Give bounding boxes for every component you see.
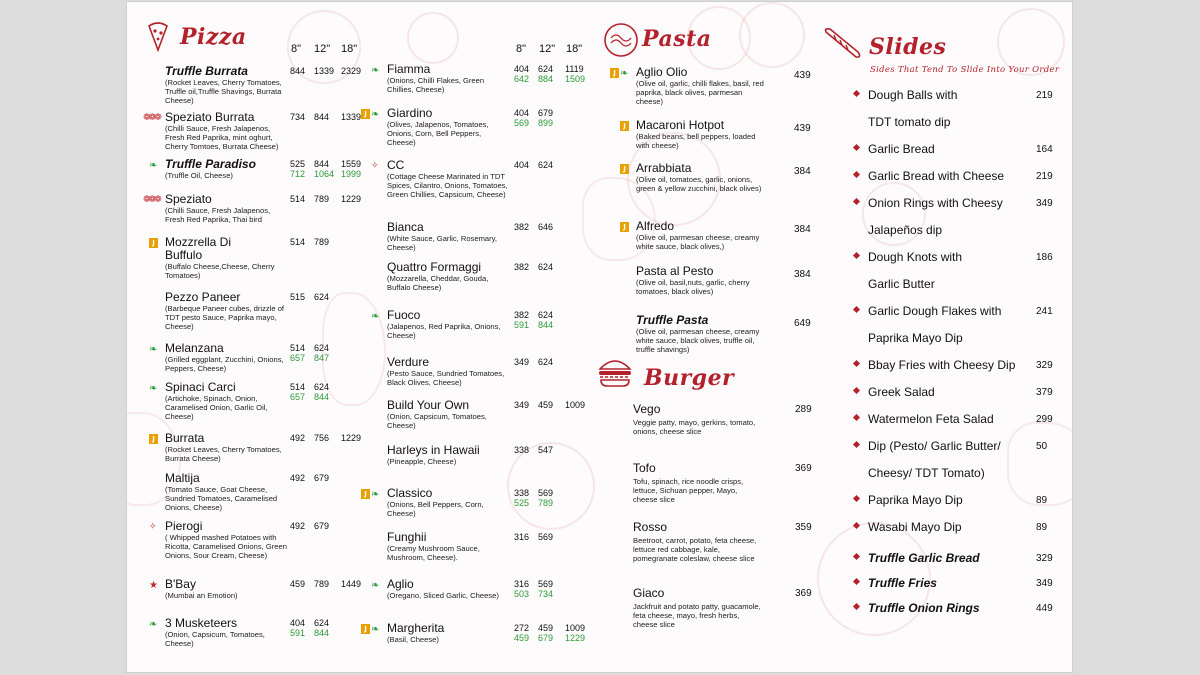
price-8: 514: [290, 343, 306, 353]
pizza-item-name: B'Bay: [165, 577, 196, 591]
pizza-item-description: (Mozzarella, Cheddar, Gouda, Buffalo Cheese): [387, 274, 489, 293]
price-18: 2329: [341, 66, 362, 76]
alt-price-12: 844: [314, 628, 330, 638]
pizza-item: [387, 356, 627, 387]
pizza-item-name: Pierogi: [165, 519, 203, 533]
price-12: 569: [538, 532, 554, 542]
price-12: 789: [314, 579, 330, 589]
price-8: 382: [514, 262, 530, 272]
pizza-item: [149, 380, 405, 422]
slides-item-price: 329: [1036, 360, 1053, 371]
pizza-item: [387, 444, 627, 466]
pasta-item-price: 384: [794, 269, 811, 280]
pizza-item-name: Margherita: [387, 621, 445, 635]
menu-page: [127, 2, 1072, 672]
alt-price-18: 1999: [341, 169, 362, 179]
slides-item-name-cont: Cheesy/ TDT Tomato): [868, 466, 985, 480]
price-8: 404: [514, 160, 530, 170]
veg-leaf-icon: ❧: [620, 68, 629, 79]
pizza-item-name: Mozzrella Di Buffulo: [165, 235, 232, 262]
slides-item-name: Paprika Mayo Dip: [868, 493, 963, 507]
price-8: 349: [514, 357, 530, 367]
pizza-item-description: (Onions, Bell Peppers, Corn, Cheese): [387, 500, 484, 519]
price-8: 404: [290, 618, 306, 628]
veg-leaf-icon: ❧: [149, 619, 158, 630]
slides-item-name: Truffle Onion Rings: [868, 601, 980, 615]
alt-price-12: 734: [538, 589, 554, 599]
pizza-item-description: (Oregano, Sliced Garlic, Cheese): [387, 591, 499, 600]
price-12: 547: [538, 445, 554, 455]
slides-item-name: Bbay Fries with Cheesy Dip: [868, 358, 1016, 372]
price-12: 624: [538, 160, 554, 170]
pizza-item-description: (Chilli Sauce, Fresh Jalapenos, Fresh Red Paprika, mint oghurt, Cherry Tomtoes, Burrata Cheese): [165, 124, 279, 152]
slides-item-name: Garlic Bread with Cheese: [868, 169, 1005, 183]
price-12: 459: [538, 400, 554, 410]
slides-item-price: 186: [1036, 252, 1053, 263]
size-12: 12": [539, 43, 556, 55]
slides-item-price: 329: [1036, 553, 1053, 564]
price-8: 404: [514, 64, 530, 74]
chilli-icon: ❁❁❁: [143, 195, 160, 205]
veg-leaf-icon: ❧: [149, 383, 158, 394]
pizza-item: [371, 308, 627, 341]
pasta-item: [623, 161, 876, 194]
diamond-bullet-icon: [853, 198, 860, 205]
burger-item-name: Tofo: [633, 461, 656, 475]
slides-item: [868, 88, 957, 129]
slides-item: [868, 169, 1004, 183]
pasta-item-name: Aglio Olio: [636, 65, 688, 79]
price-18: 1559: [341, 159, 362, 169]
alt-price-8: 569: [514, 118, 530, 128]
alt-price-12: 844: [314, 392, 330, 402]
pasta-item-description: (Olive oil, parmesan cheese, creamy white sauce, black olives, truffle oil, truffle shavings): [636, 327, 760, 355]
price-12: 459: [538, 623, 554, 633]
alt-price-12: 1064: [314, 169, 335, 179]
slides-item-name-cont: TDT tomato dip: [868, 115, 951, 129]
pasta-bowl-icon: [603, 22, 639, 58]
price-12: 569: [538, 579, 554, 589]
slides-item-name: Dip (Pesto/ Garlic Butter/: [868, 439, 1001, 453]
diamond-bullet-icon: [853, 387, 860, 394]
pizza-item-name: Harleys in Hawaii: [387, 443, 480, 457]
pizza-item-name: Spinaci Carci: [165, 380, 236, 394]
pizza-item-name: Pezzo Paneer: [165, 290, 241, 304]
pasta-item-price: 384: [794, 224, 811, 235]
pizza-item-description: (White Sauce, Garlic, Rosemary, Cheese): [387, 234, 497, 253]
pizza-item-description: (Grilled eggplant, Zucchini, Onions, Peppers, Cheese): [165, 355, 284, 374]
pizza-item-name: Quattro Formaggi: [387, 260, 482, 274]
pasta-item: [613, 65, 876, 107]
pizza-item: [149, 577, 405, 600]
alt-price-8: 525: [514, 498, 530, 508]
slides-item-price: 89: [1036, 495, 1048, 506]
price-8: 316: [514, 532, 530, 542]
slides-item-price: 299: [1036, 414, 1053, 425]
slides-item-price: 449: [1036, 603, 1053, 614]
slides-item-price: 89: [1036, 522, 1048, 533]
slides-item-price: 349: [1036, 198, 1053, 209]
burger-item: [633, 587, 873, 630]
pasta-item: [623, 219, 876, 252]
price-18: 1339: [341, 112, 362, 122]
slides-item: [868, 520, 962, 534]
pizza-item: [149, 157, 405, 180]
burger-item-price: 289: [795, 404, 812, 415]
alt-price-12: 899: [538, 118, 554, 128]
pasta-item-name: Macaroni Hotpot: [636, 118, 725, 132]
price-18: 1449: [341, 579, 362, 589]
burger-item-description: Tofu, spinach, rice noodle crisps, lettuce, Sichuan pepper, Mayo, cheese slice: [633, 477, 744, 505]
pasta-item-name: Pasta al Pesto: [636, 264, 714, 278]
price-12: 624: [538, 357, 554, 367]
pizza-item-name: Funghii: [387, 530, 427, 544]
pizza-item-name: Bianca: [387, 220, 424, 234]
slides-item: [868, 196, 1003, 237]
alt-price-8: 642: [514, 74, 530, 84]
slides-item-price: 219: [1036, 90, 1053, 101]
pizza-item-description: (Rocket Leaves, Cherry Tomatoes, Burrata Cheese): [165, 445, 282, 464]
burger-item-price: 359: [795, 522, 812, 533]
price-8: 316: [514, 579, 530, 589]
slides-item-name: Garlic Dough Flakes with: [868, 304, 1002, 318]
pizza-item-description: ( Whipped mashed Potatoes with Ricotta, Caramelised Onions, Green Onions, Sour Cream, Cheese): [165, 533, 287, 561]
pasta-title: Pasta: [642, 26, 712, 52]
slides-item-name: Garlic Bread: [868, 142, 935, 156]
pizza-slice-icon: [147, 22, 169, 52]
price-12: 569: [538, 488, 554, 498]
veg-leaf-icon: ❧: [371, 580, 380, 591]
jain-badge-icon: J: [361, 109, 370, 119]
price-12: 789: [314, 194, 330, 204]
slides-item-name-cont: Garlic Butter: [868, 277, 935, 291]
diamond-bullet-icon: [853, 360, 860, 367]
veg-leaf-icon: ❧: [149, 344, 158, 355]
pizza-item-name: 3 Musketeers: [165, 616, 238, 630]
veg-leaf-icon: ❧: [371, 311, 380, 322]
pizza-item: [165, 65, 405, 106]
slides-item-name: Dough Knots with: [868, 250, 963, 264]
pasta-item-price: 439: [794, 70, 811, 81]
slides-item-price: 219: [1036, 171, 1053, 182]
slides-item-price: 50: [1036, 441, 1048, 452]
pizza-item-name: Fuoco: [387, 308, 421, 322]
price-8: 459: [290, 579, 306, 589]
burger-item-description: Jackfruit and potato patty, guacamole, feta cheese, mayo, fresh herbs, cheese slice: [633, 602, 761, 630]
veg-leaf-icon: ❧: [371, 65, 380, 76]
price-8: 515: [290, 292, 306, 302]
price-12: 646: [538, 222, 554, 232]
chilli-icon: ❁❁❁: [143, 113, 160, 123]
slides-item: [868, 142, 935, 156]
price-8: 492: [290, 433, 306, 443]
slides-item-name-cont: Jalapeños dip: [868, 223, 943, 237]
burger-item: [633, 462, 873, 505]
pizza-item-description: (Pineapple, Cheese): [387, 457, 457, 466]
pizza-item-name: CC: [387, 158, 405, 172]
price-12: 756: [314, 433, 330, 443]
alt-price-8: 712: [290, 169, 306, 179]
baguette-icon: [822, 26, 862, 60]
pizza-item-description: (Creamy Mushroom Sauce, Mushroom, Cheese).: [387, 544, 480, 563]
pizza-item: [165, 291, 405, 332]
price-12: 844: [314, 159, 330, 169]
price-8: 844: [290, 66, 306, 76]
price-8: 338: [514, 488, 530, 498]
price-12: 624: [538, 64, 554, 74]
jain-badge-icon: J: [620, 164, 629, 174]
size-18: 18": [341, 43, 358, 55]
star-icon: ★: [149, 580, 158, 591]
slides-item-name: Truffle Garlic Bread: [868, 551, 980, 565]
alt-price-12: 847: [314, 353, 330, 363]
burger-item-description: Veggie patty, mayo, gerkins, tomato, onions, cheese slice: [633, 418, 756, 437]
diamond-bullet-icon: [853, 441, 860, 448]
alt-price-8: 657: [290, 353, 306, 363]
pizza-item-name: Fiamma: [387, 62, 431, 76]
pizza-item: [387, 221, 627, 252]
pasta-item-name: Truffle Pasta: [636, 313, 709, 327]
pizza-item: [149, 519, 405, 561]
pizza-item-description: (Tomato Sauce, Goat Cheese, Sundried Tomatoes, Caramelised Onions, Cheese): [165, 485, 278, 513]
pizza-item: [364, 486, 627, 519]
pasta-item: [636, 314, 876, 355]
pizza-item-description: (Cottage Cheese Marinated in TDT Spices, Cilantro, Onions, Tomatoes, Green Chillies, Capsicum, Cheese): [387, 172, 508, 200]
jain-badge-icon: J: [149, 238, 158, 248]
slides-item-name: Wasabi Mayo Dip: [868, 520, 962, 534]
pizza-item-name: Aglio: [387, 577, 414, 591]
veg-leaf-icon: ❧: [371, 624, 380, 635]
pizza-item-description: (Olives, Jalapenos, Tomatoes, Onions, Corn, Bell Peppers, Cheese): [387, 120, 489, 148]
pizza-item-name: Verdure: [387, 355, 430, 369]
pizza-title: Pizza: [180, 24, 247, 50]
pizza-item-description: (Onions, Chilli Flakes, Green Chillies, Cheese): [387, 76, 485, 95]
burger-item: [633, 521, 873, 564]
burger-item-name: Vego: [633, 402, 661, 416]
burger-title: Burger: [644, 365, 735, 391]
pizza-item-name: Build Your Own: [387, 398, 470, 412]
price-18: 1009: [565, 623, 586, 633]
alt-price-12: 679: [538, 633, 554, 643]
price-12: 679: [314, 473, 330, 483]
pasta-item-price: 649: [794, 318, 811, 329]
pizza-item-name: Speziato: [165, 192, 212, 206]
slides-item-price: 164: [1036, 144, 1053, 155]
pizza-item-description: (Buffalo Cheese,Cheese, Cherry Tomatoes): [165, 262, 275, 281]
price-12: 624: [538, 262, 554, 272]
burger-item-price: 369: [795, 588, 812, 599]
slides-item: [868, 250, 962, 291]
slides-item-name: Watermelon Feta Salad: [868, 412, 994, 426]
alt-price-12: 844: [538, 320, 554, 330]
price-12: 679: [314, 521, 330, 531]
pizza-item: [152, 431, 405, 464]
alt-price-8: 657: [290, 392, 306, 402]
slides-item: [868, 358, 1015, 372]
price-8: 492: [290, 473, 306, 483]
food-icon: ✧: [371, 161, 379, 171]
slides-item-name: Truffle Fries: [868, 576, 937, 590]
burger-item-price: 369: [795, 463, 812, 474]
pasta-item-name: Alfredo: [636, 219, 675, 233]
pizza-item: [387, 531, 627, 562]
jain-badge-icon: J: [620, 121, 629, 131]
slides-item: [868, 493, 963, 507]
diamond-bullet-icon: [853, 306, 860, 313]
price-12: 844: [314, 112, 330, 122]
slides-item-name: Onion Rings with Cheesy: [868, 196, 1003, 210]
slides-item: [868, 439, 1001, 480]
pizza-item: [152, 235, 405, 281]
pasta-item-price: 384: [794, 166, 811, 177]
veg-leaf-icon: ❧: [371, 109, 380, 120]
price-12: 1339: [314, 66, 335, 76]
pizza-item-description: (Jalapenos, Red Paprika, Onions, Cheese): [387, 322, 501, 341]
pasta-item-name: Arrabbiata: [636, 161, 692, 175]
alt-price-18: 1509: [565, 74, 586, 84]
pizza-item: [371, 62, 627, 95]
slides-item: [868, 385, 935, 399]
pizza-item-description: (Truffle Oil, Cheese): [165, 171, 233, 180]
pizza-item-name: Giardino: [387, 106, 433, 120]
size-8: 8": [291, 43, 302, 55]
pizza-item-description: (Rocket Leaves, Cherry Tomatoes, Truffle oil,Truffle Shavings, Burrata Cheese): [165, 78, 282, 106]
price-12: 679: [538, 108, 554, 118]
size-12: 12": [314, 43, 331, 55]
burger-icon: [597, 355, 633, 389]
veg-leaf-icon: ❧: [371, 489, 380, 500]
price-18: 1009: [565, 400, 586, 410]
pasta-item-price: 439: [794, 123, 811, 134]
veg-leaf-icon: ❧: [149, 160, 158, 171]
jain-badge-icon: J: [610, 68, 619, 78]
food-icon: ✧: [149, 522, 157, 532]
price-18: 1229: [341, 433, 362, 443]
pizza-item-description: (Chilli Sauce, Fresh Jalapenos, Fresh Red Paprika, Thai bird: [165, 206, 271, 225]
price-8: 272: [514, 623, 530, 633]
slides-item: [868, 304, 1001, 345]
slides-item: [868, 601, 980, 615]
pasta-item: [636, 265, 876, 296]
burger-item-name: Rosso: [633, 520, 668, 534]
pizza-item: [387, 399, 627, 430]
pasta-item: [623, 118, 876, 151]
slides-item-price: 379: [1036, 387, 1053, 398]
alt-price-8: 591: [290, 628, 306, 638]
price-8: 514: [290, 237, 306, 247]
alt-price-12: 789: [538, 498, 554, 508]
price-8: 492: [290, 521, 306, 531]
price-8: 338: [514, 445, 530, 455]
pizza-item-name: Classico: [387, 486, 433, 500]
jain-badge-icon: J: [149, 434, 158, 444]
size-18: 18": [566, 43, 583, 55]
pizza-item: [364, 106, 627, 148]
alt-price-8: 591: [514, 320, 530, 330]
burger-item-name: Giaco: [633, 586, 665, 600]
slides-item-price: 241: [1036, 306, 1053, 317]
pizza-item-description: (Onion, Capsicum, Tomatoes, Cheese): [387, 412, 487, 431]
pasta-item-description: (Baked beans, bell peppers, loaded with cheese): [636, 132, 756, 151]
slides-item: [868, 576, 937, 590]
pizza-item: [371, 577, 627, 600]
alt-price-12: 884: [538, 74, 554, 84]
alt-price-8: 459: [514, 633, 530, 643]
pizza-item-description: (Mumbai an Emotion): [165, 591, 238, 600]
price-18: 1119: [565, 64, 584, 74]
size-8: 8": [516, 43, 527, 55]
pizza-item: [371, 158, 627, 200]
price-18: 1229: [341, 194, 362, 204]
pasta-item-description: (Olive oil, basil,nuts, garlic, cherry tomatoes, black olives): [636, 278, 750, 297]
price-12: 624: [314, 618, 330, 628]
price-12: 624: [314, 292, 330, 302]
slides-item: [868, 412, 994, 426]
pasta-item-description: (Olive oil, garlic, chilli flakes, basil, red paprika, black olives, parmesan cheese): [636, 79, 764, 107]
pizza-item-description: (Pesto Sauce, Sundried Tomatoes, Black Olives, Cheese): [387, 369, 505, 388]
pizza-item-name: Truffle Burrata: [165, 64, 248, 78]
pizza-item: [143, 192, 405, 225]
jain-badge-icon: J: [361, 489, 370, 499]
alt-price-8: 503: [514, 589, 530, 599]
pizza-item-description: (Artichoke, Spinach, Onion, Caramelised Onion, Garlic Oil, Cheese): [165, 394, 268, 422]
burger-item-description: Beetroot, carrot, potato, feta cheese, lettuce red cabbage, kale, pomegranate coleslaw, cheese slice: [633, 536, 757, 564]
price-8: 404: [514, 108, 530, 118]
price-8: 382: [514, 310, 530, 320]
slides-title: Slides: [869, 34, 947, 60]
price-8: 525: [290, 159, 306, 169]
pasta-item-description: (Olive oil, parmesan cheese, creamy white sauce, black olives,): [636, 233, 760, 252]
jain-badge-icon: J: [620, 222, 629, 232]
price-8: 349: [514, 400, 530, 410]
pizza-item: [387, 261, 627, 292]
pizza-item-name: Speziato Burrata: [165, 110, 255, 124]
pizza-item-description: (Barbeque Paneer cubes, drizzle of TDT pesto Sauce, Paprika mayo, Cheese): [165, 304, 285, 332]
alt-price-18: 1229: [565, 633, 586, 643]
price-8: 734: [290, 112, 306, 122]
diamond-bullet-icon: [853, 252, 860, 259]
price-8: 514: [290, 382, 306, 392]
jain-badge-icon: J: [361, 624, 370, 634]
pizza-item-description: (Basil, Cheese): [387, 635, 439, 644]
price-12: 624: [314, 382, 330, 392]
pizza-item: [364, 621, 627, 644]
price-12: 789: [314, 237, 330, 247]
slides-item-name: Greek Salad: [868, 385, 935, 399]
slides-item-price: 349: [1036, 578, 1053, 589]
slides-subtitle: Sides That Tend To Slide Into Your Order: [870, 65, 1060, 75]
pasta-item-description: (Olive oil, tomatoes, garlic, onions, green & yellow zucchini, black olives): [636, 175, 762, 194]
pizza-item-name: Truffle Paradiso: [165, 157, 256, 171]
pizza-item-name: Burrata: [165, 431, 205, 445]
price-12: 624: [314, 343, 330, 353]
pizza-item-description: (Onion, Capsicum, Tomatoes, Cheese): [165, 630, 265, 649]
slides-item: [868, 551, 980, 565]
burger-item: [633, 403, 873, 436]
price-8: 514: [290, 194, 306, 204]
pizza-item-name: Melanzana: [165, 341, 224, 355]
pizza-item: [149, 341, 405, 374]
price-12: 624: [538, 310, 554, 320]
slides-item-name: Dough Balls with: [868, 88, 958, 102]
pizza-item-name: Maltija: [165, 471, 200, 485]
price-8: 382: [514, 222, 530, 232]
slides-item-name-cont: Paprika Mayo Dip: [868, 331, 963, 345]
